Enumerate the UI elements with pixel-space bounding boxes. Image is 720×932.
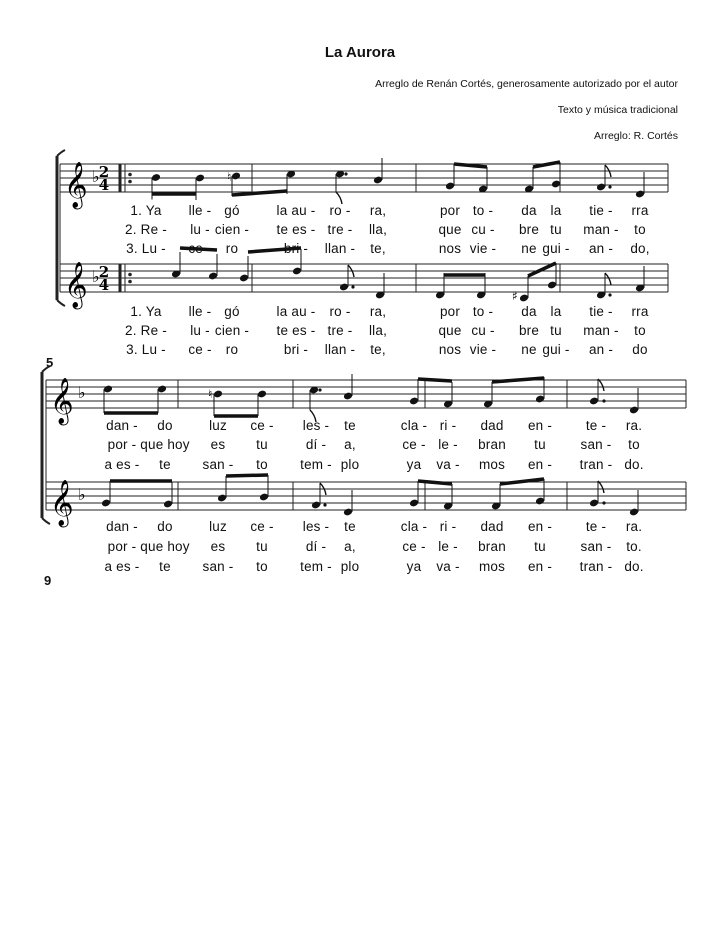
lyric-syllable: en - [527,559,553,574]
lyric-syllable: va - [436,457,460,472]
note-flag [598,481,604,493]
repeat-dot [128,273,132,277]
lyric-syllable: bran [478,437,506,452]
lyric-syllable: que [438,222,462,237]
lyric-syllable: por [439,203,461,218]
lyric-syllable: tem - [300,457,332,472]
lyric-syllable: la au - [276,203,316,218]
lyric-syllable: ce - [250,418,274,433]
lyric-syllable: man - [583,323,619,338]
note-flag [605,273,611,285]
lyric-syllable: plo [340,559,360,574]
lyric-syllable: gui - [542,241,570,256]
lyric-syllable: ra. [625,519,643,534]
lyric-syllable: la au - [276,304,316,319]
lyric-syllable: to [634,323,646,338]
treble-clef-icon: 𝄞 [64,162,88,208]
lyric-syllable: tu [256,539,268,554]
flat-icon: ♭ [92,267,100,286]
lyric-syllable: tu [256,437,268,452]
lyric-syllable: cu - [471,323,495,338]
lyric-syllable: lle - [188,304,212,319]
lyric-syllable: dí - [305,539,327,554]
lyric-syllable: ya [406,559,422,574]
lyric-syllable: te - [585,519,607,534]
lyric-syllable: ra, [369,203,387,218]
lyric-syllable: es [210,437,226,452]
lyric-syllable: te - [585,418,607,433]
lyric-syllable: lu - [190,222,210,237]
lyric-syllable: bri - [283,241,309,256]
note-beam [226,475,268,476]
lyric-syllable: do. [624,457,644,472]
flat-icon: ♭ [78,485,86,504]
lyric-syllable: da [521,304,537,319]
lyric-syllable: por [439,304,461,319]
lyric-syllable: luz [209,519,227,534]
lyric-syllable: nos [438,241,462,256]
repeat-dot [128,180,132,184]
lyric-syllable: llan - [324,342,356,357]
note-beam [528,263,556,276]
note-flag [598,379,604,391]
lyric-syllable: le - [438,539,458,554]
lyric-syllable: tu [550,323,562,338]
lyric-syllable: la [550,304,562,319]
time-signature-top: 2 [98,163,110,181]
lyric-syllable: san - [580,539,612,554]
lyric-syllable: gó [224,304,240,319]
lyric-syllable: tu [534,437,546,452]
lyric-syllable: tu [534,539,546,554]
lyric-syllable: les - [302,519,330,534]
lyric-syllable: ro - [329,304,351,319]
lyric-syllable: mos [478,457,506,472]
lyric-syllable: ne [521,241,537,256]
time-signature-top: 2 [98,263,110,281]
lyric-syllable: ce - [188,342,212,357]
lyric-syllable: lu - [190,323,210,338]
lyric-syllable: te [344,418,356,433]
note-beam [418,481,452,484]
lyric-syllable: en - [527,457,553,472]
lyric-syllable: en - [527,418,553,433]
augmentation-dot [608,185,611,188]
lyric-syllable: da [521,203,537,218]
lyric-syllable: dan - [106,519,138,534]
lyric-syllable: rra [631,203,649,218]
lyric-syllable: 2. Re - [125,222,167,237]
lyric-syllable: cu - [471,222,495,237]
arranger-credit: Arreglo: R. Cortés [593,130,678,142]
lyric-syllable: ce - [402,539,426,554]
lyric-syllable: a, [344,437,356,452]
lyric-syllable: que hoy [140,437,190,452]
arrangement-credit: Arreglo de Renán Cortés, generosamente autorizado por el autor [375,78,678,90]
lyric-syllable: to - [472,304,494,319]
lyric-syllable: a es - [104,457,140,472]
lyric-syllable: les - [302,418,330,433]
lyric-syllable: llan - [324,241,356,256]
natural-icon: ♮ [208,387,213,401]
augmentation-dot [351,285,354,288]
lyric-syllable: san - [580,437,612,452]
lyric-syllable: rra [631,304,649,319]
lyric-syllable: te [344,519,356,534]
lyric-syllable: vie - [469,342,497,357]
lyric-syllable: do. [624,559,644,574]
augmentation-dot [323,503,326,506]
repeat-dot [128,173,132,177]
augmentation-dot [602,399,605,402]
lyric-syllable: ne [521,342,537,357]
lyric-syllable: mos [478,559,506,574]
measure-number: 5 [46,355,54,370]
lyric-syllable: por - [107,437,137,452]
time-signature-bottom: 4 [98,276,110,294]
lyric-syllable: tem - [300,559,332,574]
lyric-syllable: nos [438,342,462,357]
augmentation-dot [344,172,347,175]
page-title: La Aurora [324,44,396,61]
system-bracket [42,518,50,524]
lyric-syllable: bre [518,323,540,338]
lyric-syllable: te es - [276,323,316,338]
lyric-syllable: 3. Lu - [126,241,166,256]
lyric-syllable: to - [472,203,494,218]
lyric-syllable: a, [344,539,356,554]
lyric-syllable: to. [626,539,642,554]
lyric-syllable: do [632,342,648,357]
lyric-syllable: do, [630,241,650,256]
note-beam [533,162,560,167]
treble-clef-icon: 𝄞 [64,262,88,308]
lyric-syllable: lle - [188,203,212,218]
lyric-syllable: san - [202,457,234,472]
lyric-syllable: te es - [276,222,316,237]
lyric-syllable: ce - [188,241,212,256]
lyric-syllable: tie - [589,203,613,218]
lyric-syllable: ri - [439,519,457,534]
lyric-syllable: plo [340,457,360,472]
augmentation-dot [602,501,605,504]
note-beam [492,378,544,382]
lyric-syllable: a es - [104,559,140,574]
lyric-syllable: ce - [250,519,274,534]
augmentation-dot [318,388,321,391]
lyric-syllable: an - [588,241,614,256]
lyric-syllable: gui - [542,342,570,357]
treble-clef-icon: 𝄞 [50,480,74,526]
lyric-syllable: por - [107,539,137,554]
lyric-syllable: bri - [283,342,309,357]
flat-icon: ♭ [78,383,86,402]
lyric-syllable: tre - [327,323,353,338]
lyric-syllable: dad [480,418,504,433]
lyric-syllable: cla - [400,418,428,433]
time-signature-bottom: 4 [98,176,110,194]
lyric-syllable: cien - [214,222,250,237]
lyric-syllable: tre - [327,222,353,237]
lyric-syllable: lla, [368,222,388,237]
flat-icon: ♭ [92,167,100,186]
lyric-syllable: es [210,539,226,554]
lyric-syllable: cla - [400,519,428,534]
lyric-syllable: gó [224,203,240,218]
lyric-syllable: ri - [439,418,457,433]
note-beam [418,379,452,381]
lyric-syllable: ce - [402,437,426,452]
lyric-syllable: to [634,222,646,237]
lyric-syllable: to [256,559,268,574]
lyric-syllable: 1. Ya [130,203,162,218]
lyric-syllable: dan - [106,418,138,433]
lyric-syllable: te, [370,342,386,357]
lyric-syllable: te, [370,241,386,256]
lyric-syllable: 1. Ya [130,304,162,319]
lyric-syllable: ra, [369,304,387,319]
lyric-syllable: que [438,323,462,338]
lyric-syllable: man - [583,222,619,237]
sharp-icon: ♯ [512,289,518,303]
lyric-syllable: ro - [329,203,351,218]
lyric-syllable: ya [406,457,422,472]
lyric-syllable: cien - [214,323,250,338]
lyric-syllable: 3. Lu - [126,342,166,357]
lyric-syllable: va - [436,559,460,574]
lyric-syllable: bre [518,222,540,237]
system-bracket [57,150,65,156]
lyric-syllable: bran [478,539,506,554]
measure-number: 9 [44,573,52,588]
lyric-syllable: to [256,457,268,472]
lyric-syllable: lla, [368,323,388,338]
lyric-syllable: tran - [579,457,613,472]
lyric-syllable: te [159,457,171,472]
repeat-dot [128,280,132,284]
lyric-syllable: la [550,203,562,218]
natural-icon: ♮ [227,170,232,184]
lyric-syllable: tran - [579,559,613,574]
lyric-syllable: luz [209,418,227,433]
lyric-syllable: an - [588,342,614,357]
lyric-syllable: san - [202,559,234,574]
lyric-syllable: vie - [469,241,497,256]
lyric-syllable: te [159,559,171,574]
lyric-syllable: que hoy [140,539,190,554]
augmentation-dot [608,293,611,296]
note-beam [500,479,544,484]
lyric-syllable: tu [550,222,562,237]
lyric-syllable: do [157,519,173,534]
text-music-credit: Texto y música tradicional [557,104,678,116]
lyric-syllable: dí - [305,437,327,452]
lyric-syllable: tie - [589,304,613,319]
lyric-syllable: ro [225,342,239,357]
lyric-syllable: 2. Re - [125,323,167,338]
lyric-syllable: dad [480,519,504,534]
treble-clef-icon: 𝄞 [50,378,74,424]
lyric-syllable: to [628,437,640,452]
lyric-syllable: do [157,418,173,433]
lyric-syllable: ra. [625,418,643,433]
lyric-syllable: le - [438,437,458,452]
lyric-syllable: en - [527,519,553,534]
lyric-syllable: ro [225,241,239,256]
